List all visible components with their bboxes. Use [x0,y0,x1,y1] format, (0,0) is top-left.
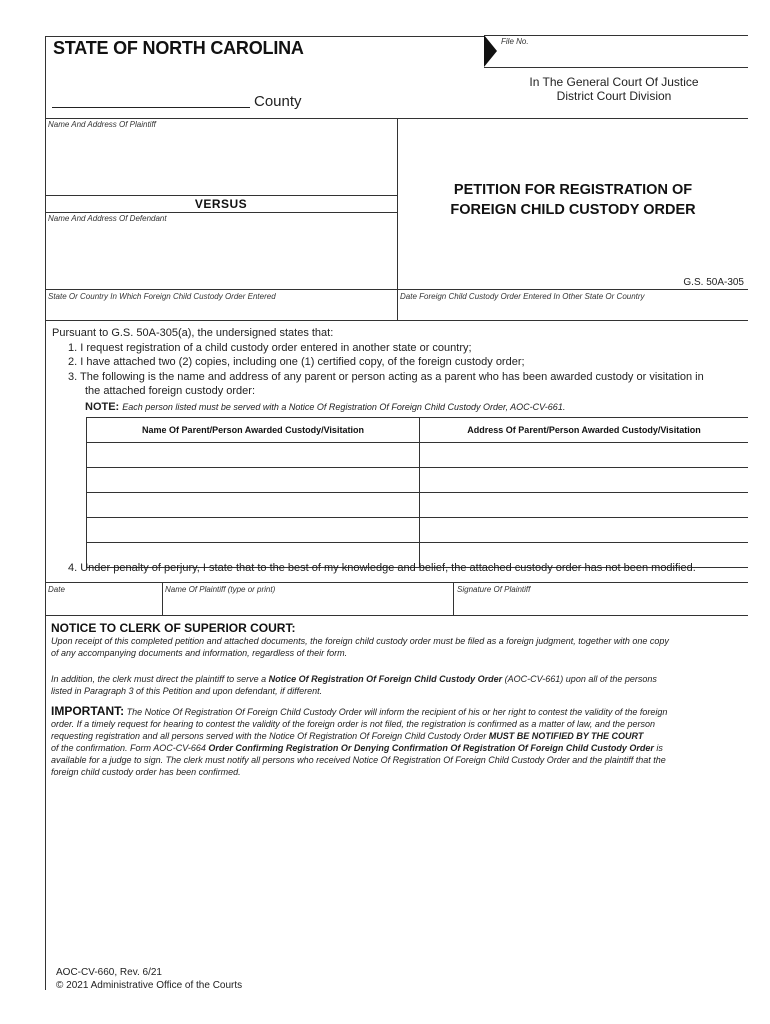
table-cell-address[interactable] [420,493,749,518]
important-paragraph [51,705,751,778]
column-header-address: Address Of Parent/Person Awarded Custody/Visitation [420,418,749,443]
statements-intro: Pursuant to G.S. 50A-305(a), the undersigned states that: [52,327,334,339]
notice-p1-line-2: of any accompanying documents and information, regardless of their form. [51,648,348,658]
note-label: NOTE: [85,400,120,413]
important-line-1 [51,705,751,718]
notice-p1-line-1: Upon receipt of this completed petition and attached documents, the foreign child custody order must be filed as a foreign judgment, together with one copy [51,636,669,646]
table-cell-address[interactable] [420,443,749,468]
notice-p2-post: (AOC-CV-661) upon all of the persons [502,674,657,684]
file-no-label: File No. [501,37,529,46]
county-label: County [254,93,302,110]
table-header-row [87,418,749,443]
note-line [52,400,752,415]
signature-divider-1 [162,582,163,615]
notice-p2-line-1 [51,673,751,685]
statement-item-4: 4. Under penalty of perjury, I state that to the best of my knowledge and belief, the attached custody order has not been modified. [68,562,696,574]
signature-divider-2 [453,582,454,615]
table-cell-name[interactable] [87,468,420,493]
plaintiff-field[interactable] [48,131,394,193]
plaintiff-name-field[interactable] [165,596,450,613]
petition-title [398,180,748,220]
signature-label: Signature Of Plaintiff [457,585,531,594]
file-no-field[interactable] [500,48,745,65]
table-cell-name[interactable] [87,443,420,468]
statute-reference: G.S. 50A-305 [683,277,744,288]
date-entered-label: Date Foreign Child Custody Order Entered In Other State Or Country [400,292,645,301]
versus-top-border [45,195,397,196]
table-row [87,518,749,543]
important-line-3-pre: requesting registration and all persons served with the Notice Of Registration Of Foreign Child Custody Order [51,731,489,741]
state-country-label: State Or Country In Which Foreign Child Custody Order Entered [48,292,276,301]
important-label: IMPORTANT: [51,704,125,718]
plaintiff-name-label: Name Of Plaintiff (type or print) [165,585,276,594]
county-input[interactable] [52,91,250,108]
petition-title-line-2: FOREIGN CHILD CUSTODY ORDER [450,202,696,218]
copyright: © 2021 Administrative Office of the Courts [56,980,243,991]
form-id: AOC-CV-660, Rev. 6/21 [56,967,162,978]
court-line-2: District Court Division [556,89,672,103]
file-no-arrow-icon [484,35,497,67]
important-line-4-pre: of the confirmation. Form AOC-CV-664 [51,743,209,753]
date-entered-field[interactable] [400,303,745,319]
notice-heading: NOTICE TO CLERK OF SUPERIOR COURT: [51,621,296,635]
table-row [87,493,749,518]
table-cell-name[interactable] [87,493,420,518]
important-line-4-bold: Order Confirming Registration Or Denying Confirmation Of Registration Of Foreign Child Custody Order [208,743,654,753]
signature-bottom-border [45,615,748,616]
form-left-border [45,36,46,990]
notice-p2-pre: In addition, the clerk must direct the plaintiff to serve a [51,674,269,684]
important-line-4 [51,742,751,754]
column-header-name: Name Of Parent/Person Awarded Custody/Visitation [87,418,420,443]
file-no-bottom-border [484,67,748,68]
important-line-3-bold: MUST BE NOTIFIED BY THE COURT [488,731,644,741]
table-cell-address[interactable] [420,468,749,493]
statements-section [52,326,752,414]
table-row [87,468,749,493]
signature-top-border [45,582,748,583]
state-date-bottom-border [45,320,748,321]
statement-item-3: 3. The following is the name and address of any parent or person acting as a parent who has been awarded custody or visitation in [68,370,704,383]
parents-table [86,417,748,568]
table-cell-name[interactable] [87,518,420,543]
table-cell-address[interactable] [420,518,749,543]
state-title: STATE OF NORTH CAROLINA [53,38,304,58]
petition-title-line-1: PETITION FOR REGISTRATION OF [453,182,693,198]
signature-field[interactable] [457,596,745,613]
table-row [87,443,749,468]
defendant-label: Name And Address Of Defendant [48,214,167,223]
note-text: Each person listed must be served with a Notice Of Registration Of Foreign Child Custody Order, AOC-CV-661. [122,401,566,412]
state-date-top-border [45,289,748,290]
important-line-4-post: is [653,743,663,753]
file-no-top-border [484,35,748,36]
important-line-3 [51,730,751,742]
notice-p2-line-2: listed in Paragraph 3 of this Petition and upon defendant, if different. [51,686,323,696]
important-line-6: foreign child custody order has been confirmed. [51,767,241,777]
important-line-1-text: The Notice Of Registration Of Foreign Child Custody Order will inform the recipient of his or her right to contest the validity of the foreign [124,707,668,717]
important-line-5: available for a judge to sign. The clerk must notify all persons who received Notice Of Registration Of Foreign Child Custody Order and the plaintiff that the [51,755,666,765]
plaintiff-label: Name And Address Of Plaintiff [48,120,156,129]
notice-paragraph-2 [51,673,751,697]
statement-item-1: 1. I request registration of a child custody order entered in another state or country; [68,341,472,354]
court-line-1: In The General Court Of Justice [529,75,699,89]
date-field[interactable] [48,596,159,613]
notice-paragraph-1 [51,635,751,659]
versus-label: VERSUS [194,197,248,211]
court-division [480,75,748,103]
notice-p2-bold: Notice Of Registration Of Foreign Child Custody Order [268,674,503,684]
defendant-field[interactable] [48,225,394,287]
form-footer [56,966,242,992]
statement-item-3-cont: the attached foreign custody order: [85,385,255,397]
date-label: Date [48,585,65,594]
statement-item-2: 2. I have attached two (2) copies, including one (1) certified copy, of the foreign custody order; [68,356,525,368]
versus-bottom-border [45,212,397,213]
state-country-field[interactable] [48,303,394,319]
important-line-2: order. If a timely request for hearing to contest the validity of the foreign order is not filed, the registration is confirmed as a matter of law, and the person [51,719,655,729]
header-top-border [45,36,485,37]
